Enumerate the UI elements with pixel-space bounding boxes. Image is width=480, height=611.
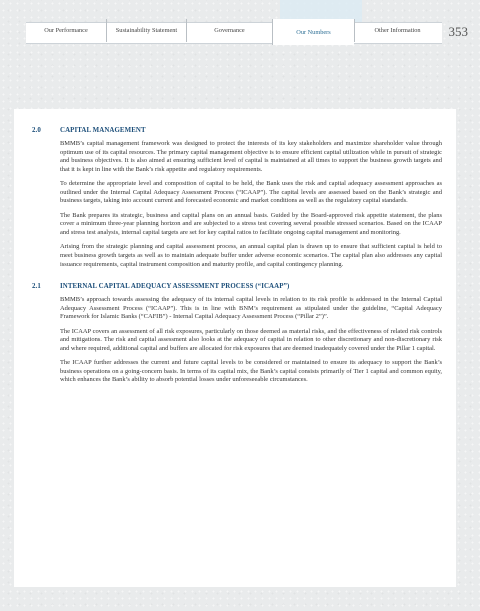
- paragraph: The ICAAP further addresses the current and future capital levels to be considered or maintained to ensure its adequacy to support the Bank’s business operations on a going-concern basis. In terms of its capital mix, the Bank’s capital consists primarily of Tier 1 capital and common equity, which enhances the Bank’s ability to absorb potential losses under unforeseeable circumstances.: [60, 359, 442, 384]
- tab-other-information[interactable]: Other Information: [354, 19, 440, 42]
- tab-our-performance[interactable]: Our Performance: [44, 27, 88, 34]
- page-number: 353: [448, 24, 468, 39]
- paragraph: The ICAAP covers an assessment of all risk exposures, particularly on those deemed as material risks, and the effectiveness of related risk controls and mitigations. The risk and capital assessment also looks at the adequacy of capital in relation to other discretionary and non-discretionary risk and where required, additional capital and buffers are allocated for risk exposures that are deemed inadequately covered under the Pillar 1 capital.: [60, 327, 442, 352]
- tab-sustainability-statement[interactable]: Sustainability Statement: [106, 19, 186, 42]
- tab-governance[interactable]: Governance: [186, 19, 272, 42]
- section-number: 2.0: [32, 127, 41, 134]
- subsection-heading: [32, 283, 442, 290]
- paragraph: Arising from the strategic planning and capital assessment process, an annual capital plan is drawn up to ensure that sufficient capital is held to meet business growth targets as well as to maintain adequate buffer under adverse economic scenarios. The capital plan also addresses any capital issuance requirements, capital instrument composition and maturity profile, and capital contingency planning.: [60, 243, 442, 268]
- section-number: 2.1: [32, 283, 41, 291]
- section-title: INTERNAL CAPITAL ADEQUACY ASSESSMENT PROCESS (“ICAAP”): [60, 283, 290, 291]
- top-navigation: [26, 19, 442, 45]
- paragraph: The Bank prepares its strategic, business and capital plans on an annual basis. Guided by the Board-approved risk appetite statement, the plans cover a minimum three-year planning horizon and are subjected to a stress test covering several possible stressed scenarios. Based on the ICAAP and stress test analysis, internal capital targets are set for key capital ratios to facilitate ongoing capital management and monitoring.: [60, 211, 442, 236]
- paragraph: BMMB’s capital management framework was designed to protect the interests of its key stakeholders and maximize shareholder value through optimum use of its capital resources. The primary capital management objective is to ensure efficient capital utilization while in pursuit of strategic and business objectives. It is also aimed at ensuring sufficient level of capital is maintained at all times to support the business growth targets and that it is kept in line with the Bank’s risk appetite and regulatory requirements.: [60, 140, 442, 173]
- paragraph: BMMB’s approach towards assessing the adequacy of its internal capital levels in relation to its risk profile is addressed in the Internal Capital Adequacy Assessment Process (“ICAAP”). This is in line with BNM’s requirement as stipulated under the guideline, “Capital Adequacy Framework for Islamic Banks (“CAFIB”) - Internal Capital Adequacy Assessment Process (“Pillar 2”)”.: [60, 296, 442, 321]
- main-content: [14, 109, 456, 587]
- tab-our-numbers[interactable]: Our Numbers: [272, 19, 354, 45]
- paragraph: To determine the appropriate level and composition of capital to be held, the Bank uses the risk and capital adequacy assessment approaches as outlined under the Internal Capital Adequacy Assessment Process (“ICAAP”). The capital levels are assessed based on the Bank’s strategic and business targets, taking into account current and forecasted economic and market conditions as well as the regulatory capital standards.: [60, 180, 442, 205]
- section-title: CAPITAL MANAGEMENT: [60, 127, 146, 134]
- section-heading: [32, 127, 442, 134]
